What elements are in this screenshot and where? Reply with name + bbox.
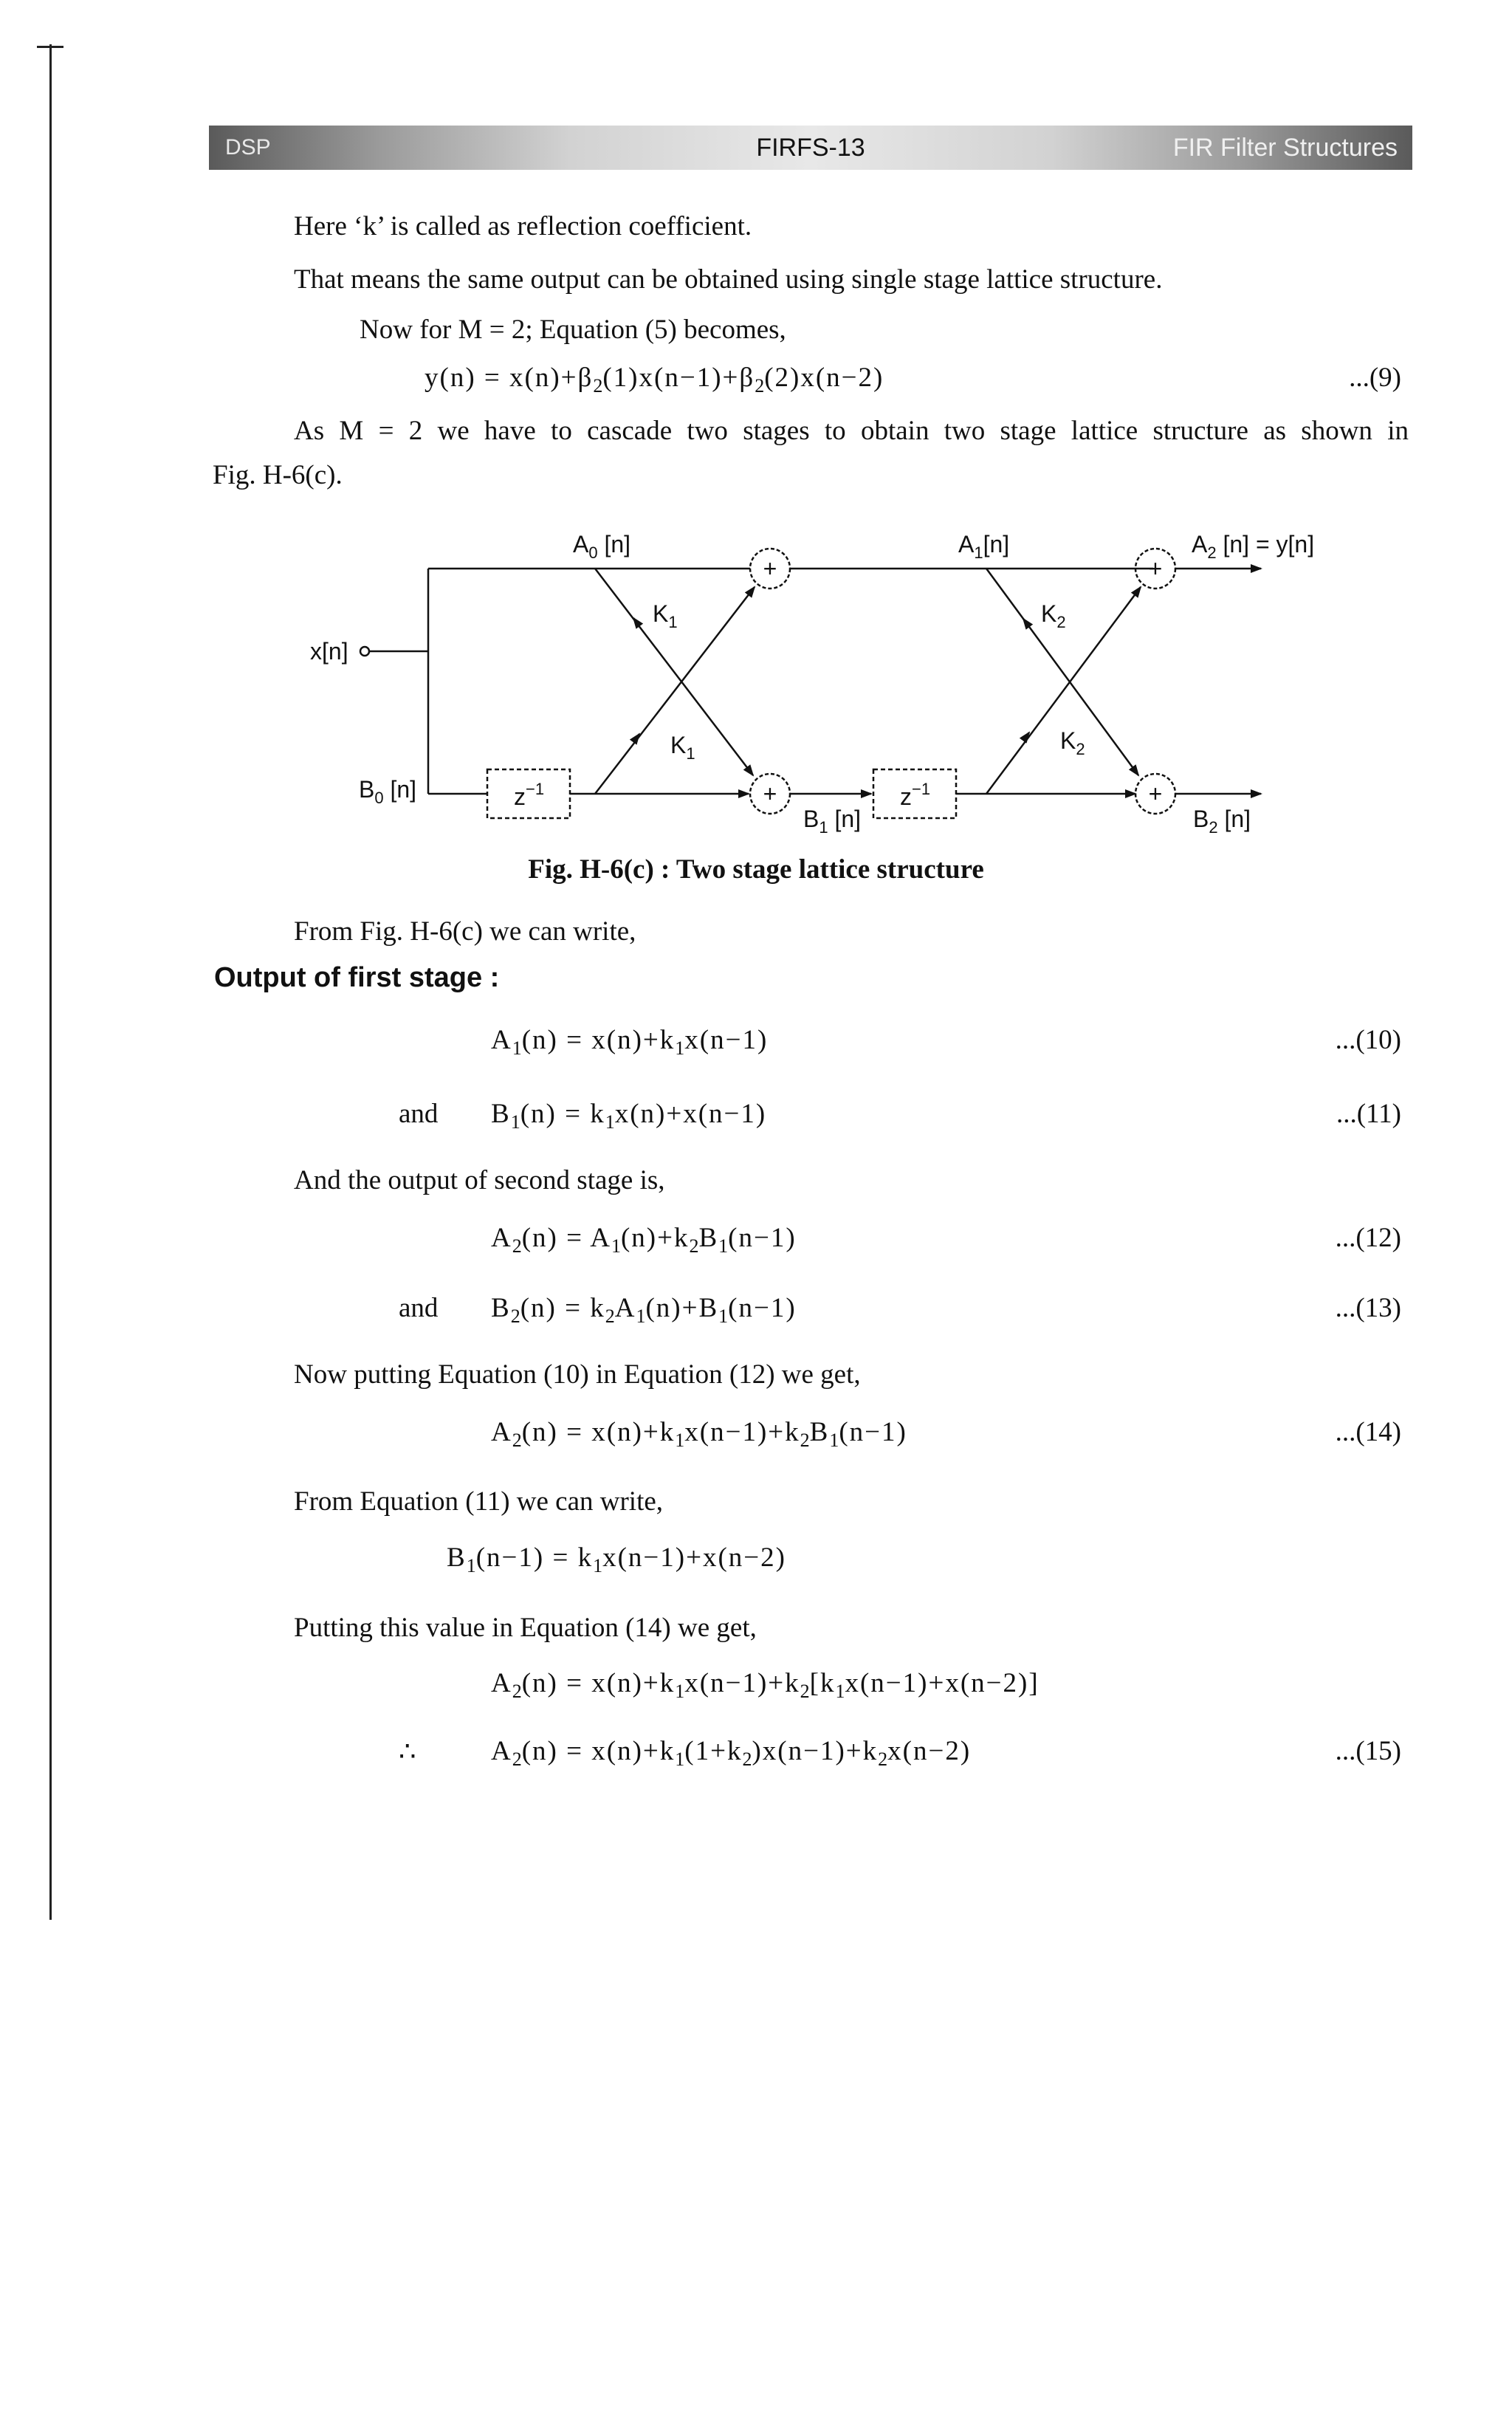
eq9-lhs: y(n) =: [425, 363, 510, 393]
paragraph-reflection: Here ‘k’ is called as reflection coefficient.: [294, 211, 752, 241]
equation-11-number: ...(11): [1336, 1099, 1401, 1129]
equation-11: $B_1(n) = k_1x(n)+x(n-1)$: [491, 1099, 767, 1133]
k2-top-arrow: [1023, 619, 1028, 625]
label-b1: $B_1$ [n]: [803, 806, 862, 837]
paragraph-now-for-m: Now for M = 2; Equation (5) becomes,: [360, 315, 786, 345]
input-node: [360, 647, 369, 656]
equation-14: $A_2(n) = x(n)+k_1x(n-1)+k_2B_1(n-1)$: [491, 1417, 907, 1451]
label-a0: $A_0$ [n]: [573, 531, 631, 562]
equation-10-number: ...(10): [1335, 1025, 1401, 1055]
equation-substituted: $A_2(n) = x(n)+k_1x(n-1)+k_2[k_1x(n-1)+x(n-2)]$: [491, 1668, 1040, 1702]
equation-12-number: ...(12): [1335, 1223, 1401, 1253]
equation-13-number: ...(13): [1335, 1293, 1401, 1323]
header-left-label: DSP: [225, 135, 271, 159]
figure-caption: Fig. H-6(c) : Two stage lattice structure: [528, 854, 984, 885]
label-input-x: x[n]: [310, 638, 348, 665]
connector-and-11: and: [399, 1099, 439, 1129]
paragraph-cascade-line2: Fig. H-6(c).: [213, 460, 343, 490]
eq9-rhs-b: (1)x(n−1)+β: [602, 363, 755, 393]
lattice-diagram: [0, 0, 1512, 849]
equation-13: $B_2(n) = k_2A_1(n)+B_1(n-1)$: [491, 1293, 797, 1327]
label-a2-output: $A_2$ [n] = y[n]: [1192, 531, 1315, 562]
label-b0: $B_0$ [n]: [359, 776, 417, 807]
paragraph-second-stage: And the output of second stage is,: [294, 1165, 665, 1195]
page-number: FIRFS-13: [756, 134, 865, 162]
adder-2-sign: +: [763, 780, 777, 807]
section-heading-first-stage: Output of first stage :: [214, 962, 500, 993]
adder-4-sign: +: [1148, 780, 1163, 807]
equation-15-number: ...(15): [1335, 1736, 1401, 1766]
connector-and-13: and: [399, 1293, 439, 1323]
equation-9-number: ...(9): [1349, 363, 1401, 393]
label-delay-2: $z^{-1}$: [900, 780, 931, 810]
equation-15: $A_2(n) = x(n)+k_1(1+k_2)x(n-1)+k_2x(n-2)$: [491, 1736, 972, 1770]
label-k1-top: $K_1$: [653, 600, 678, 631]
label-k2-top: $K_2$: [1041, 600, 1066, 631]
equation-b1-delayed: $B_1(n-1) = k_1x(n-1)+x(n-2)$: [447, 1542, 786, 1576]
therefore-symbol: ∴: [399, 1737, 416, 1767]
eq9-rhs-c: (2)x(n−2): [764, 363, 884, 393]
paragraph-from-fig: From Fig. H-6(c) we can write,: [294, 916, 636, 947]
label-k2-bottom: $K_2$: [1060, 727, 1085, 758]
paragraph-same-output: That means the same output can be obtained using single stage lattice structure.: [294, 264, 1163, 295]
eq9-sub2: 2: [755, 375, 765, 397]
equation-10: $A_1(n) = x(n)+k_1x(n-1)$: [491, 1025, 769, 1059]
label-b2-output: $B_2$ [n]: [1193, 806, 1251, 837]
label-delay-1: $z^{-1}$: [514, 780, 545, 810]
paragraph-cascade-line1: As M = 2 we have to cascade two stages to obtain two stage lattice structure as shown in: [294, 416, 1409, 446]
paragraph-from-eq11: From Equation (11) we can write,: [294, 1486, 664, 1517]
adder-3-sign: +: [1148, 555, 1163, 582]
eq9-rhs-a: x(n)+β: [509, 363, 594, 393]
eq9-sub1: 2: [593, 375, 603, 397]
equation-14-number: ...(14): [1335, 1417, 1401, 1447]
label-a1: $A_1[n]$: [958, 531, 1010, 562]
adder-1-sign: +: [763, 555, 777, 582]
paragraph-putting-value: Putting this value in Equation (14) we get,: [294, 1613, 757, 1643]
equation-12: $A_2(n) = A_1(n)+k_2B_1(n-1)$: [491, 1223, 797, 1257]
chapter-title: FIR Filter Structures: [1172, 134, 1398, 162]
label-k1-bottom: $K_1$: [670, 732, 695, 763]
paragraph-putting-10-in-12: Now putting Equation (10) in Equation (12) we get,: [294, 1359, 861, 1390]
